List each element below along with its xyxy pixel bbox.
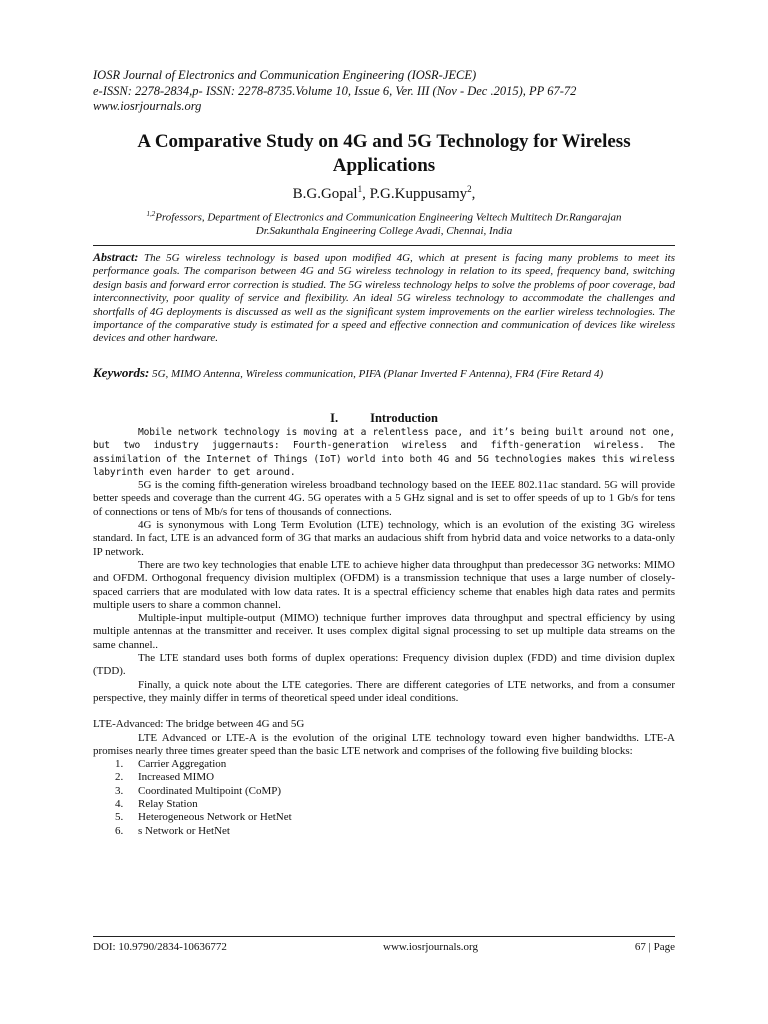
title-line-2: Applications: [332, 155, 436, 176]
paragraph: LTE Advanced or LTE-A is the evolution of the original LTE technology toward even higher bandwidths. LTE-A promises nearly three times greater speed than the basic LTE network and comprises of the following five building blocks:: [93, 731, 675, 757]
paragraph: The LTE standard uses both forms of duplex operations: Frequency division duplex (FDD) and time division duplex (TDD).: [93, 652, 675, 678]
footer-website-link[interactable]: www.iosrjournals.org: [383, 941, 479, 953]
list-text: Coordinated Multipoint (CoMP): [138, 784, 281, 797]
journal-link[interactable]: www.iosrjournals.org: [93, 99, 202, 113]
list-item: [93, 758, 675, 771]
abstract: [93, 251, 675, 346]
list-item: [93, 785, 675, 798]
list-item: [93, 825, 675, 838]
paragraph: There are two key technologies that enable LTE to achieve higher data throughput than predecessor 3G networks: MIMO and OFDM. Orthogonal frequency division multiplex (OFDM) is a transmission technique that uses a large number of closely-spaced carriers that are modulated with low data rates. It is a spectral efficiency scheme that enables high data rates and permits multiple users to share a common channel.: [93, 558, 675, 611]
list-text: Carrier Aggregation: [138, 758, 227, 771]
affiliation: [80, 208, 688, 239]
paragraph: Multiple-input multiple-output (MIMO) technique further improves data throughput and spectral efficiency by using multiple antennas at the transmitter and receiver. It uses complex digital signal processing to set up multiple data streams on the same channel..: [93, 612, 675, 651]
affiliation-line-1: Professors, Department of Electronics and Communication Engineering Veltech Multitech Dr.Rangarajan: [155, 211, 622, 224]
list-text: Relay Station: [138, 798, 198, 811]
list-number: 5.: [115, 811, 124, 824]
list-number: 6.: [115, 824, 124, 837]
author-sup: 1: [357, 184, 363, 194]
keywords-label: Keywords:: [93, 365, 150, 380]
list-text: Increased MIMO: [138, 771, 215, 784]
author-list: B.G.Gopal$^1$, P.G.Kuppusamy$^2$,: [292, 184, 476, 202]
list-text: s Network or HetNet: [138, 824, 230, 837]
affiliation-sup: 1,2: [146, 210, 156, 218]
author-name: P.G.Kuppusamy: [369, 186, 468, 202]
paragraph: 4G is synonymous with Long Term Evolution (LTE) technology, which is an evolution of the existing 3G wireless standard. In fact, LTE is an advanced form of 3G that marks an audacious shift from hybrid data and voice networks to a data-only IP network.: [93, 519, 675, 558]
list-number: 1.: [115, 758, 124, 771]
paragraph: 5G is the coming fifth-generation wireless broadband technology based on the IEEE 802.11ac standard. 5G will provide better speeds and coverage than the current 4G. 5G operates with a 5 GHz signal and is set to offer speeds of up to 1 Gb/s for tens of connections or tens of Mb/s for tens of thousands of connections.: [93, 479, 675, 518]
paragraph: Finally, a quick note about the LTE categories. There are different categories of LTE networks, and from a consumer perspective, they mainly differ in terms of theoretical speed under ideal conditions.: [93, 678, 675, 704]
footer-divider: [93, 936, 675, 937]
keywords: [93, 366, 675, 381]
body-text: [93, 426, 675, 838]
list-number: 3.: [115, 784, 124, 797]
footer-doi: DOI: 10.9790/2834-10636772: [93, 941, 227, 953]
subheading: LTE-Advanced: The bridge between 4G and 5G: [93, 718, 305, 731]
journal-issn: e-ISSN: 2278-2834,p- ISSN: 2278-8735.Volume 10, Issue 6, Ver. III (Nov - Dec .2015), PP 67-72: [93, 83, 577, 98]
section-title: Introduction: [370, 411, 438, 425]
list-number: 2.: [115, 771, 124, 784]
list-text: Heterogeneous Network or HetNet: [138, 811, 292, 824]
author-sup: 2: [467, 184, 472, 194]
footer-page-number: 67 | Page: [634, 941, 675, 953]
journal-name: IOSR Journal of Electronics and Communication Engineering (IOSR-JECE): [93, 68, 477, 82]
list-number: 4.: [115, 798, 124, 811]
section-number: I.: [330, 411, 339, 425]
building-blocks-list: [93, 758, 675, 838]
paper-title: [80, 130, 688, 178]
author-name: B.G.Gopal: [292, 186, 358, 202]
abstract-text: The 5G wireless technology is based upon modified 4G, which at present is facing many problems to meet its performance goals. The comparison between 4G and 5G wireless technology in relation to its speed, frequency band, switching design basis and forward error correction is studied. The 5G wireless technology helps to solve the problems of poor coverage, bad interconnectivity, poor quality of service and flexibility. An ideal 5G wireless technology to accommodate the challenges and shortfalls of 4G deployments is discussed as well as the significant system improvements on the earlier wireless technologies. The importance of the comparative study is estimated for a speed and effective connection and communication of devices like wireless devices and other hardware.: [93, 252, 675, 345]
abstract-divider: [93, 245, 675, 246]
list-item: [93, 798, 675, 811]
journal-header: [93, 68, 693, 115]
paragraph-gap: [93, 705, 675, 718]
section-heading-introduction: [93, 411, 675, 426]
keywords-text: 5G, MIMO Antenna, Wireless communication, PIFA (Planar Inverted F Antenna), FR4 (Fire Retard 4): [152, 368, 604, 380]
title-line-1: A Comparative Study on 4G and 5G Technology for Wireless: [137, 131, 631, 152]
list-item: [93, 811, 675, 824]
list-item: [93, 771, 675, 784]
paragraph: Mobile network technology is moving at a relentless pace, and it’s being built around not one, but two industry juggernauts: Fourth-generation wireless and fifth-generation wireless. The assimilation of the Internet of Things (IoT) world into both 4G and 5G technologies makes this wireless labyrinth even harder to get around.: [93, 427, 675, 478]
abstract-label: Abstract:: [93, 250, 139, 264]
affiliation-line-2: Dr.Sakunthala Engineering College Avadi, Chennai, India: [255, 225, 513, 238]
